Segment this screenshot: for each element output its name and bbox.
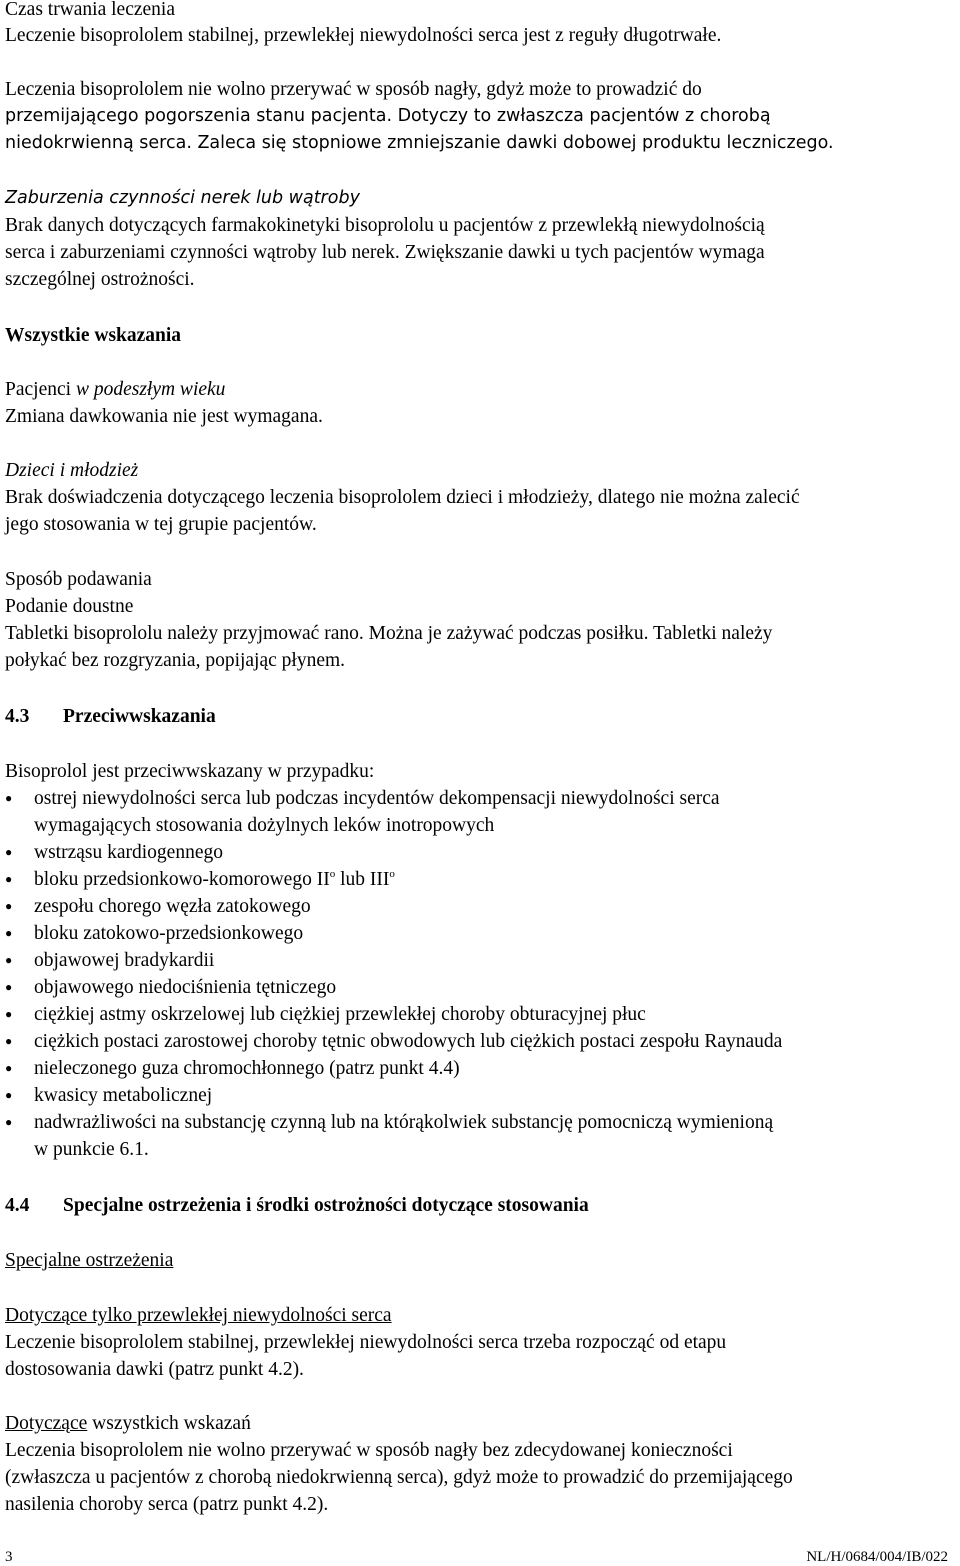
- list-item-continuation: w punkcie 6.1.: [34, 1139, 149, 1160]
- elderly-heading: [5, 376, 225, 403]
- elderly-heading-a: Pacjenci: [5, 379, 76, 400]
- bullet-icon: ●: [5, 1034, 13, 1048]
- list-item: nadwrażliwości na substancję czynną lub na którąkolwiek substancję pomocniczą wymienioną: [34, 1112, 774, 1133]
- chf-text-1: Leczenie bisoprololem stabilnej, przewlekłej niewydolności serca trzeba rozpocząć od etapu: [5, 1332, 727, 1353]
- administration-text-1: Tabletki bisoprololu należy przyjmować rano. Można je zażywać podczas posiłku. Tabletki należy: [5, 623, 773, 644]
- list-item: kwasicy metabolicznej: [34, 1085, 213, 1106]
- bullet-icon: ●: [5, 1061, 13, 1075]
- list-item: [34, 866, 395, 893]
- elderly-text: Zmiana dawkowania nie jest wymagana.: [5, 406, 323, 427]
- document-reference: NL/H/0684/004/IB/022: [806, 1549, 948, 1565]
- all-indications-heading: Wszystkie wskazania: [5, 325, 182, 346]
- administration-text-2: połykać bez rozgryzania, popijając płynem.: [5, 650, 346, 671]
- interrupt-text-3: niedokrwienną serca. Zaleca się stopniowe zmniejszanie dawki dobowej produktu leczniczego.: [5, 133, 834, 153]
- renal-text-2: serca i zaburzeniami czynności wątroby lub nerek. Zwiększanie dawki u tych pacjentów wymaga: [5, 242, 765, 263]
- bullet-icon: ●: [5, 845, 13, 859]
- all-heading-a: Dotyczące: [5, 1413, 88, 1434]
- list-item: ciężkiej astmy oskrzelowej lub ciężkiej przewlekłej choroby obturacyjnej płuc: [34, 1004, 646, 1025]
- list-item: nieleczonego guza chromochłonnego (patrz punkt 4.4): [34, 1058, 460, 1079]
- section-4-4-heading: [5, 1192, 589, 1219]
- all-heading-b: wszystkich wskazań: [87, 1413, 251, 1434]
- bullet-icon: ●: [5, 1115, 13, 1129]
- degree-superscript: o: [329, 867, 336, 880]
- administration-subheading: Podanie doustne: [5, 596, 134, 617]
- bullet-icon: ●: [5, 899, 13, 913]
- bullet-icon: ●: [5, 791, 13, 805]
- section-4-4-title: Specjalne ostrzeżenia i środki ostrożności dotyczące stosowania: [63, 1195, 589, 1216]
- contraindications-intro: Bisoprolol jest przeciwwskazany w przypadku:: [5, 761, 375, 782]
- children-heading: Dzieci i młodzież: [5, 460, 139, 481]
- renal-heading: Zaburzenia czynności nerek lub wątroby: [5, 188, 360, 208]
- renal-text-1: Brak danych dotyczących farmakokinetyki bisoprololu u pacjentów z przewlekłą niewydolnością: [5, 215, 765, 236]
- elderly-heading-b: w podeszłym wieku: [75, 379, 226, 400]
- bullet-icon: ●: [5, 872, 13, 886]
- duration-text: Leczenie bisoprololem stabilnej, przewlekłej niewydolności serca jest z reguły długotrwałe.: [5, 25, 722, 46]
- bullet-icon: ●: [5, 926, 13, 940]
- list-item: objawowej bradykardii: [34, 950, 215, 971]
- all-text-1: Leczenia bisoprololem nie wolno przerywać w sposób nagły bez zdecydowanej konieczności: [5, 1440, 733, 1461]
- interrupt-text-1: Leczenia bisoprololem nie wolno przerywać w sposób nagły, gdyż może to prowadzić do: [5, 79, 702, 100]
- all-text-2: (zwłaszcza u pacjentów z chorobą niedokrwienną serca), gdyż może to prowadzić do przemijającego: [5, 1467, 793, 1488]
- list-item: bloku zatokowo-przedsionkowego: [34, 923, 304, 944]
- degree-superscript: o: [389, 867, 395, 880]
- bullet-icon: ●: [5, 953, 13, 967]
- list-item: zespołu chorego węzła zatokowego: [34, 896, 311, 917]
- list-item: wstrząsu kardiogennego: [34, 842, 223, 863]
- bullet-icon: ●: [5, 1088, 13, 1102]
- av-block-text-a: bloku przedsionkowo-komorowego II: [34, 869, 330, 890]
- list-item: ostrej niewydolności serca lub podczas incydentów dekompensacji niewydolności serca: [34, 788, 720, 809]
- chf-text-2: dostosowania dawki (patrz punkt 4.2).: [5, 1359, 304, 1380]
- section-4-4-number: 4.4: [5, 1195, 30, 1216]
- av-block-text-b: lub III: [335, 869, 390, 890]
- list-item: objawowego niedociśnienia tętniczego: [34, 977, 337, 998]
- all-indications-subheading: [5, 1410, 251, 1437]
- bullet-icon: ●: [5, 980, 13, 994]
- list-item: ciężkich postaci zarostowej choroby tętnic obwodowych lub ciężkich postaci zespołu Raynauda: [34, 1031, 783, 1052]
- page-number: 3: [5, 1549, 13, 1565]
- children-text-1: Brak doświadczenia dotyczącego leczenia bisoprololem dzieci i młodzieży, dlatego nie można zalecić: [5, 487, 800, 508]
- section-4-3-number: 4.3: [5, 706, 30, 727]
- duration-heading: Czas trwania leczenia: [5, 0, 175, 20]
- special-warnings-heading: Specjalne ostrzeżenia: [5, 1250, 174, 1271]
- renal-text-3: szczególnej ostrożności.: [5, 269, 195, 290]
- list-item-continuation: wymagających stosowania dożylnych leków inotropowych: [34, 815, 495, 836]
- children-text-2: jego stosowania w tej grupie pacjentów.: [5, 514, 317, 535]
- administration-heading: Sposób podawania: [5, 569, 152, 590]
- all-text-3: nasilenia choroby serca (patrz punkt 4.2).: [5, 1494, 329, 1515]
- chf-heading: Dotyczące tylko przewlekłej niewydolności serca: [5, 1305, 392, 1326]
- section-4-3-title: Przeciwwskazania: [63, 706, 216, 727]
- interrupt-text-2: przemijającego pogorszenia stanu pacjenta. Dotyczy to zwłaszcza pacjentów z chorobą: [5, 106, 771, 126]
- section-4-3-heading: [5, 703, 216, 730]
- bullet-icon: ●: [5, 1007, 13, 1021]
